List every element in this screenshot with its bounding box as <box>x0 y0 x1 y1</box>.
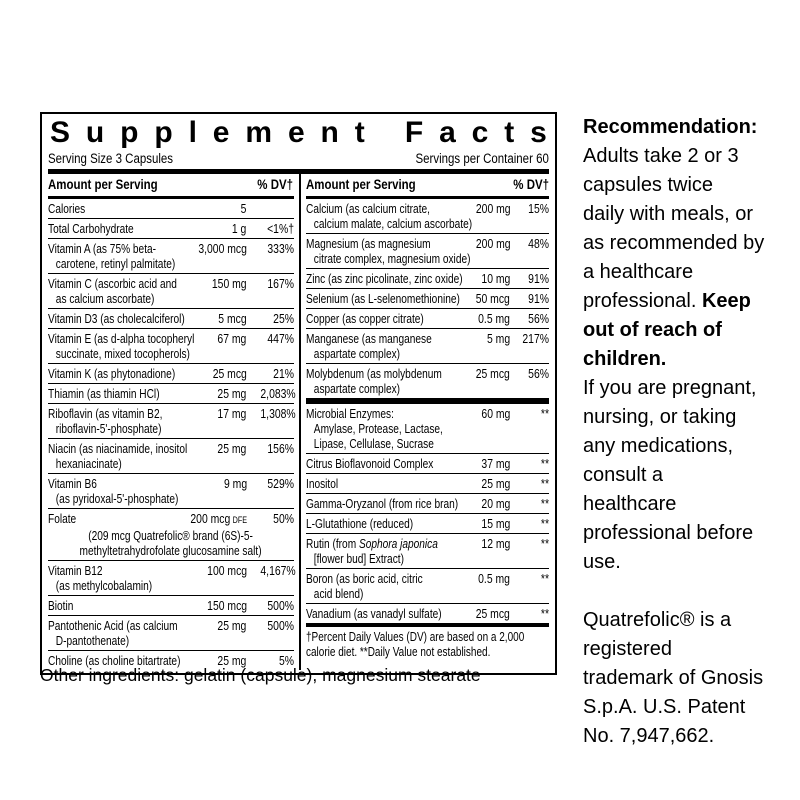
nutrient-dv: 1,308% <box>259 406 296 421</box>
nutrient-amount: 25 mcg <box>476 606 511 621</box>
nutrient-name-continued: carotene, retinyl palmitate) <box>55 256 176 271</box>
nutrient-row <box>306 453 550 473</box>
nutrient-name: Gamma-Oryzanol (from rice bran) <box>305 496 458 511</box>
nutrient-row <box>48 473 294 508</box>
nutrient-name: Zinc (as zinc picolinate, zinc oxide) <box>305 271 463 286</box>
nutrient-amount: 5 <box>240 201 247 216</box>
nutrient-amount: 25 mg <box>217 441 247 456</box>
nutrient-name: Folate <box>48 511 77 526</box>
nutrient-dv: 91% <box>528 291 549 306</box>
nutrient-row <box>48 218 294 238</box>
nutrient-row <box>48 403 294 438</box>
nutrient-name: Calcium (as calcium citrate, <box>305 201 430 216</box>
side-text-line: professional before <box>583 522 754 544</box>
nutrient-row <box>48 199 294 218</box>
nutrient-amount: 67 mg <box>217 331 247 346</box>
nutrient-name: Riboflavin (as vitamin B2, <box>48 406 163 421</box>
servings-per-container: Servings per Container 60 <box>415 151 549 166</box>
title-letter: n <box>320 116 339 149</box>
nutrient-name-continued: riboflavin-5'-phosphate) <box>55 421 162 436</box>
nutrient-name-continued: methyltetrahydrofolate glucosamine salt) <box>79 543 262 558</box>
nutrient-name: Vitamin B12 <box>48 563 103 578</box>
nutrient-row <box>306 404 550 453</box>
title-letter: a <box>439 116 456 149</box>
nutrient-name-continued: calcium malate, calcium ascorbate) <box>313 216 472 231</box>
nutrient-amount: 9 mg <box>223 476 247 491</box>
title-letter: p <box>120 116 139 149</box>
nutrient-amount: 0.5 mg <box>478 311 511 326</box>
nutrient-row <box>48 308 294 328</box>
nutrient-row <box>306 363 550 398</box>
nutrient-row <box>306 473 550 493</box>
nutrient-amount: 25 mg <box>217 653 247 668</box>
side-text-line: as recommended by <box>583 232 765 254</box>
nutrient-row <box>48 615 294 650</box>
nutrient-amount: 15 mg <box>481 516 511 531</box>
nutrient-name: Vitamin D3 (as cholecalciferol) <box>48 311 185 326</box>
nutrient-name: Total Carbohydrate <box>48 221 134 236</box>
nutrient-dv: 167% <box>266 276 294 291</box>
side-text-line: Adults take 2 or 3 <box>583 145 739 167</box>
title-letter: p <box>154 116 173 149</box>
nutrient-name-continued: (as methylcobalamin) <box>55 578 153 593</box>
amount-per-serving-header: Amount per Serving <box>48 177 158 192</box>
nutrient-amount: 20 mg <box>481 496 511 511</box>
side-text-line: a healthcare <box>583 261 694 283</box>
nutrient-row <box>306 513 550 533</box>
nutrient-row <box>48 560 294 595</box>
nutrient-dv: 217% <box>522 331 549 346</box>
nutrient-dv: <1%† <box>266 221 294 236</box>
nutrient-amount: 200 mcg DFE <box>190 511 247 526</box>
nutrient-dv: 447% <box>266 331 294 346</box>
title-letter: F <box>404 116 424 149</box>
nutrient-name: Vitamin K (as phytonadione) <box>48 366 176 381</box>
nutrient-dv: 48% <box>528 236 549 251</box>
nutrient-name: Molybdenum (as molybdenum <box>305 366 442 381</box>
side-text-line: Recommendation: <box>583 116 758 138</box>
nutrient-amount: 60 mg <box>481 406 511 421</box>
nutrient-name-continued: as calcium ascorbate) <box>55 291 155 306</box>
side-text-line: out of reach of <box>583 319 722 341</box>
nutrient-dv: ** <box>540 476 549 491</box>
nutrient-amount: 200 mg <box>475 236 511 251</box>
title-letter: e <box>212 116 230 149</box>
side-text-line: consult a <box>583 464 664 486</box>
nutrient-name: Selenium (as L-selenomethionine) <box>305 291 460 306</box>
nutrient-row <box>306 308 550 328</box>
nutrient-dv: 2,083% <box>259 386 296 401</box>
facts-column-right <box>299 174 550 670</box>
nutrient-row <box>48 328 294 363</box>
nutrient-row <box>306 288 550 308</box>
side-text-line: daily with meals, or <box>583 203 754 225</box>
nutrient-amount: 25 mg <box>481 476 511 491</box>
nutrient-row <box>306 233 550 268</box>
nutrient-dv: ** <box>540 496 549 511</box>
nutrient-name: Manganese (as manganese <box>305 331 432 346</box>
nutrient-amount: 10 mg <box>481 271 511 286</box>
nutrient-dv: ** <box>540 536 549 551</box>
nutrient-dv: ** <box>540 571 549 586</box>
side-text-line: S.p.A. U.S. Patent <box>583 696 746 718</box>
nutrient-name-continued: (as pyridoxal-5'-phosphate) <box>55 491 179 506</box>
nutrient-dv: 500% <box>266 618 294 633</box>
nutrient-dv: ** <box>540 406 549 421</box>
nutrient-name: Vitamin A (as 75% beta- <box>48 241 157 256</box>
nutrient-rows-right <box>306 199 550 660</box>
nutrient-name-continued: D-pantothenate) <box>55 633 130 648</box>
nutrient-dv: 25% <box>272 311 294 326</box>
nutrient-name-continued: acid blend) <box>313 586 363 601</box>
column-header <box>48 174 294 199</box>
nutrient-dv: 56% <box>528 366 549 381</box>
nutrient-row <box>306 603 550 623</box>
nutrient-name: Citrus Bioflavonoid Complex <box>305 456 433 471</box>
nutrient-amount: 17 mg <box>217 406 247 421</box>
nutrient-name: Pantothenic Acid (as calcium <box>48 618 178 633</box>
nutrient-dv: 50% <box>272 511 294 526</box>
nutrient-amount: 3,000 mcg <box>198 241 247 256</box>
nutrient-name-continued: hexaniacinate) <box>55 456 122 471</box>
amount-per-serving-header: Amount per Serving <box>305 177 416 192</box>
nutrient-name: Microbial Enzymes: <box>305 406 394 421</box>
side-paragraph <box>583 113 798 374</box>
title-letter: S <box>50 116 71 149</box>
nutrient-name: Magnesium (as magnesium <box>305 236 431 251</box>
nutrient-amount: 5 mg <box>487 331 511 346</box>
nutrient-name: Calories <box>48 201 86 216</box>
nutrient-row <box>48 238 294 273</box>
title-letter: s <box>530 116 547 149</box>
title-letter <box>381 116 389 149</box>
nutrient-name: Niacin (as niacinamide, inositol <box>48 441 188 456</box>
nutrient-name: Thiamin (as thiamin HCl) <box>48 386 160 401</box>
nutrient-dv: 91% <box>528 271 549 286</box>
nutrient-row <box>48 363 294 383</box>
nutrient-name: Choline (as choline bitartrate) <box>48 653 181 668</box>
nutrient-row <box>306 568 550 603</box>
panel-title <box>48 116 549 149</box>
nutrient-dv: 333% <box>266 241 294 256</box>
nutrient-amount: 150 mcg <box>206 598 247 613</box>
nutrient-dv: 500% <box>266 598 294 613</box>
percent-dv-header: % DV† <box>257 177 294 192</box>
side-text-line: If you are pregnant, <box>583 377 757 399</box>
nutrient-name: Vitamin E (as d-alpha tocopheryl <box>48 331 195 346</box>
nutrient-dv: 15% <box>528 201 549 216</box>
side-paragraph <box>583 374 798 577</box>
nutrient-dv: 21% <box>272 366 294 381</box>
side-text-line: healthcare <box>583 493 677 515</box>
nutrient-name-continued: (209 mcg Quatrefolic® brand (6S)-5- <box>88 528 253 543</box>
column-header <box>306 174 550 199</box>
side-text-line: any medications, <box>583 435 734 457</box>
nutrient-amount: 37 mg <box>481 456 511 471</box>
supplement-facts-panel <box>40 112 557 675</box>
nutrient-name: Vanadium (as vanadyl sulfate) <box>305 606 442 621</box>
nutrient-dv: 4,167% <box>259 563 296 578</box>
side-text-panel <box>583 113 798 751</box>
title-letter: c <box>471 116 489 149</box>
nutrient-amount: 200 mg <box>475 201 511 216</box>
title-letter: t <box>354 116 365 149</box>
nutrient-rows-left <box>48 199 294 670</box>
nutrient-name: Rutin (from Sophora japonica <box>305 536 438 551</box>
nutrient-row <box>48 273 294 308</box>
nutrient-amount: 100 mcg <box>206 563 247 578</box>
nutrient-amount: 1 g <box>232 221 247 236</box>
nutrient-amount: 25 mg <box>217 618 247 633</box>
nutrient-name: Vitamin B6 <box>48 476 97 491</box>
title-letter: m <box>245 116 273 149</box>
title-letter: t <box>504 116 515 149</box>
nutrient-row <box>306 328 550 363</box>
nutrient-name-continued: Lipase, Cellulase, Sucrase <box>313 436 434 451</box>
side-text-line: capsules twice <box>583 174 714 196</box>
nutrient-row <box>306 533 550 568</box>
side-text-line: children. <box>583 348 667 370</box>
nutrient-row <box>48 383 294 403</box>
nutrient-row <box>48 438 294 473</box>
nutrient-row <box>306 199 550 233</box>
percent-dv-header: % DV† <box>513 177 549 192</box>
nutrient-dv: 156% <box>266 441 294 456</box>
facts-column-left <box>48 174 299 670</box>
other-ingredients: Other ingredients: gelatin (capsule), magnesium stearate <box>40 665 481 685</box>
side-text-line: Quatrefolic® is a <box>583 609 732 631</box>
nutrient-name: Inositol <box>305 476 338 491</box>
nutrient-row <box>306 493 550 513</box>
nutrient-name-continued: aspartate complex) <box>313 381 400 396</box>
nutrient-row <box>48 508 294 560</box>
nutrient-amount: 50 mcg <box>476 291 511 306</box>
nutrient-row <box>48 595 294 615</box>
nutrient-dv: 5% <box>278 653 294 668</box>
side-text-line: registered <box>583 638 672 660</box>
nutrient-name: Copper (as copper citrate) <box>305 311 424 326</box>
nutrient-name: Vitamin C (ascorbic acid and <box>48 276 177 291</box>
nutrient-amount: 12 mg <box>481 536 511 551</box>
nutrient-dv: 56% <box>528 311 549 326</box>
title-letter: u <box>85 116 105 149</box>
nutrient-row <box>306 268 550 288</box>
nutrient-name: Boron (as boric acid, citric <box>305 571 423 586</box>
nutrient-amount: 25 mg <box>217 386 247 401</box>
serving-info-row <box>48 150 549 167</box>
nutrient-dv: ** <box>540 606 549 621</box>
nutrient-amount: 25 mcg <box>212 366 247 381</box>
side-paragraph <box>583 606 798 751</box>
nutrient-amount: 25 mcg <box>476 366 511 381</box>
side-text-line: trademark of Gnosis <box>583 667 764 689</box>
nutrient-amount: 150 mg <box>212 276 247 291</box>
nutrient-name-continued: Amylase, Protease, Lactase, <box>313 421 443 436</box>
nutrient-amount: 0.5 mg <box>478 571 511 586</box>
side-text-line: use. <box>583 551 621 573</box>
nutrient-name-continued: succinate, mixed tocopherols) <box>55 346 190 361</box>
nutrient-dv: ** <box>540 456 549 471</box>
side-text-line: nursing, or taking <box>583 406 737 428</box>
nutrient-dv: 529% <box>266 476 294 491</box>
title-letter: e <box>287 116 305 149</box>
serving-size: Serving Size 3 Capsules <box>48 151 174 166</box>
nutrient-name: L-Glutathione (reduced) <box>305 516 413 531</box>
facts-columns <box>48 174 549 670</box>
nutrient-amount: 5 mcg <box>218 311 247 326</box>
side-text-line: No. 7,947,662. <box>583 725 715 747</box>
title-letter: l <box>188 116 197 149</box>
dv-footnote: †Percent Daily Values (DV) are based on a 2,000 calorie diet. **Daily Value not established. <box>305 630 524 659</box>
nutrient-name-continued: citrate complex, magnesium oxide) <box>313 251 470 266</box>
nutrient-name-continued: aspartate complex) <box>313 346 400 361</box>
nutrient-name-continued: [flower bud] Extract) <box>313 551 404 566</box>
nutrient-dv: ** <box>540 516 549 531</box>
nutrient-name: Biotin <box>48 598 74 613</box>
side-text-line: professional. Keep <box>583 290 751 312</box>
